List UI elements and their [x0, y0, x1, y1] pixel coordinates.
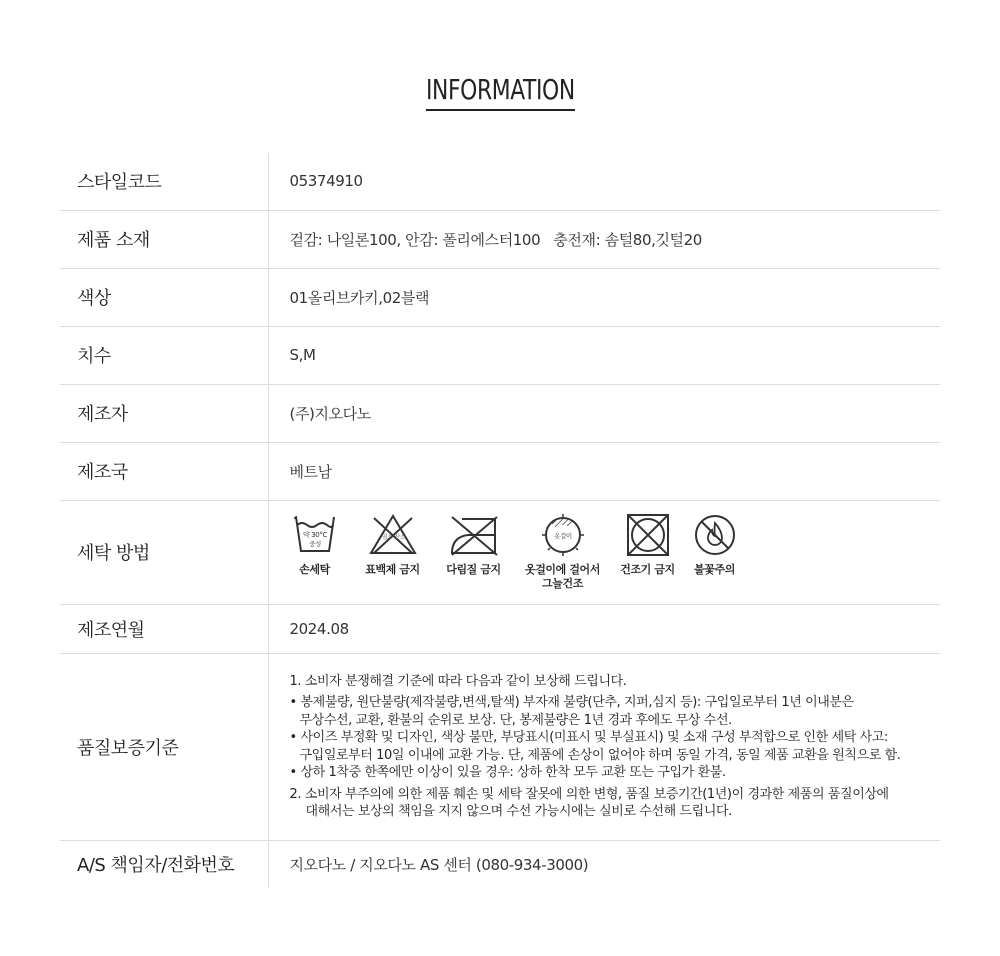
keep-from-fire-icon	[692, 513, 738, 557]
page-title: INFORMATION	[426, 72, 575, 111]
style-code-value: 05374910	[268, 153, 940, 210]
manufacturer-label: 제조자	[60, 384, 268, 442]
quality-b2b: 구입일로부터 10일 이내에 교환 가능. 단, 제품에 손상이 없어야 하며 동일 가격, 동일 제품 교환을 원칙으로 함.	[299, 747, 901, 763]
style-code-label: 스타일코드	[60, 153, 268, 210]
product-info-table	[60, 153, 940, 888]
hand-wash-neutral: 중성	[308, 540, 321, 548]
hanger-dry-inner: 옷걸이	[553, 532, 572, 540]
quality-b1b: 무상수선, 교환, 환불의 순위로 보상. 단, 봉제불량은 1년 경과 후에도 무상 수선.	[299, 712, 732, 728]
washing-value	[268, 500, 940, 604]
care-item-no-bleach	[353, 513, 433, 577]
row-color	[60, 268, 940, 326]
size-label: 치수	[60, 326, 268, 384]
date-label: 제조연월	[60, 604, 268, 653]
hand-wash-temp: 약 30°C	[302, 531, 327, 539]
no-iron-label: 다림질 금지	[446, 563, 501, 576]
no-tumble-dry-label: 건조기 금지	[620, 563, 675, 576]
hanger-dry-label-line2: 그늘건조	[542, 577, 583, 590]
row-date	[60, 604, 940, 653]
quality-b3: • 상하 1착중 한쪽에만 이상이 있을 경우: 상하 한착 모두 교환 또는 구입가 환불.	[289, 765, 726, 780]
quality-b2a: • 사이즈 부정확 및 디자인, 색상 불만, 부당표시(미표시 및 부실표시) 및 소재 구성 부적합으로 인한 세탁 사고:	[289, 730, 888, 745]
quality-p1: 1. 소비자 분쟁해결 기준에 따라 다음과 같이 보상해 드립니다.	[289, 673, 627, 689]
care-item-hanger-dry	[515, 513, 611, 591]
row-size	[60, 326, 940, 384]
country-value: 베트남	[268, 442, 940, 500]
hanger-dry-label	[525, 563, 600, 591]
care-item-no-iron	[433, 513, 515, 577]
care-item-no-tumble-dry	[611, 513, 685, 577]
as-value: 지오다노 / 지오다노 AS 센터 (080-934-3000)	[289, 855, 589, 874]
no-bleach-icon	[368, 513, 418, 557]
hand-wash-icon	[292, 513, 338, 557]
row-washing	[60, 500, 940, 604]
no-iron-icon	[448, 513, 500, 557]
quality-text	[290, 673, 940, 821]
color-value: 01올리브카키,02블랙	[268, 268, 940, 326]
material-value: 겉감: 나일론100, 안감: 폴리에스터100 충전재: 솜털80,깃털20	[268, 210, 940, 268]
hanger-dry-icon	[540, 513, 586, 557]
manufacturer-value: (주)지오다노	[268, 384, 940, 442]
quality-p2a: 2. 소비자 부주의에 의한 제품 훼손 및 세탁 잘못에 의한 변형, 품질 보증기간(1년)이 경과한 제품의 품질이상에	[289, 786, 889, 802]
hanger-dry-label-line1: 옷걸이에 걸어서	[524, 563, 600, 576]
quality-p2b: 대해서는 보상의 책임을 지지 않으며 수선 가능시에는 실비로 수선해 드립니다.	[305, 804, 732, 819]
row-country	[60, 442, 940, 500]
quality-b1a: • 봉제불량, 원단불량(제작불량,변색,탈색) 부자재 불량(단추, 지퍼,심지 등): 구입일로부터 1년 이내분은	[289, 695, 854, 710]
care-item-hand-wash	[277, 513, 353, 577]
care-item-keep-from-fire	[685, 513, 745, 577]
keep-from-fire-label: 불꽃주의	[694, 563, 735, 576]
row-manufacturer	[60, 384, 940, 442]
date-value: 2024.08	[268, 604, 940, 653]
washing-label: 세탁 방법	[60, 500, 268, 604]
hand-wash-label: 손세탁	[299, 563, 330, 576]
row-as	[60, 840, 940, 888]
no-tumble-dry-icon	[625, 513, 671, 557]
quality-value	[268, 653, 940, 840]
page-title-wrap	[0, 72, 1000, 111]
country-label: 제조국	[60, 442, 268, 500]
size-value: S,M	[268, 326, 940, 384]
care-icons	[277, 513, 940, 591]
row-style-code	[60, 153, 940, 210]
quality-label: 품질보증기준	[60, 653, 268, 840]
material-label: 제품 소재	[60, 210, 268, 268]
color-label: 색상	[60, 268, 268, 326]
no-bleach-label: 표백제 금지	[365, 563, 420, 576]
no-bleach-chlorine: 염소	[381, 534, 392, 541]
row-material	[60, 210, 940, 268]
no-bleach-oxygen: 산소	[394, 534, 405, 541]
as-label: A/S 책임자/전화번호	[60, 840, 268, 888]
row-quality	[60, 653, 940, 840]
